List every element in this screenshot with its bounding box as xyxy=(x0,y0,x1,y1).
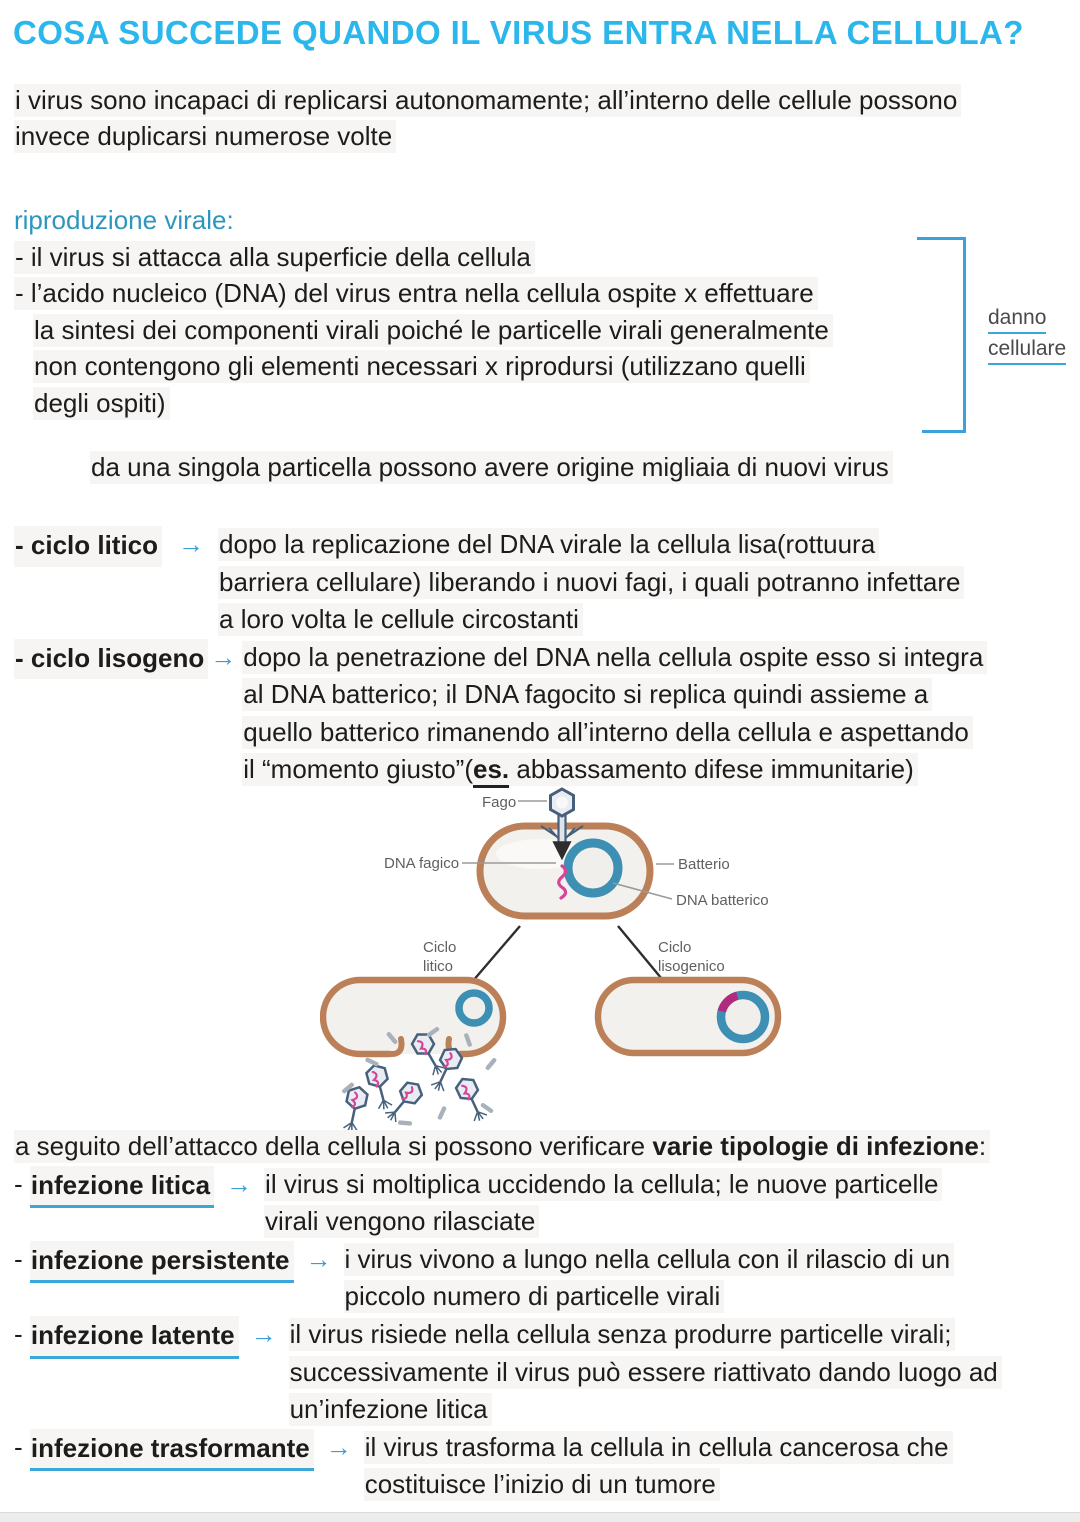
infection-litica-description xyxy=(264,1166,942,1241)
right-arrow-icon: → xyxy=(250,1318,277,1349)
cycle-lisogeno-line-1: dopo la penetrazione del DNA nella cellula ospite esso si integra xyxy=(242,641,987,674)
right-arrow-icon: → xyxy=(210,641,237,672)
right-arrow-icon: → xyxy=(178,529,205,559)
infection-latente-line-1: il virus risiede nella cellula senza produrre particelle virali; xyxy=(289,1318,956,1351)
infections-intro-pre: a seguito dell’attacco della cellula si possono verificare xyxy=(15,1131,653,1161)
infection-latente-line-3: un’infezione litica xyxy=(289,1393,492,1426)
infection-persistente-term: infezione persistente xyxy=(30,1241,294,1284)
label-ciclo-litico-1: Ciclo xyxy=(423,939,457,956)
label-ciclo-litico-2: litico xyxy=(423,958,454,975)
right-arrow-icon: → xyxy=(325,1431,352,1462)
label-dna-fagico: DNA fagico xyxy=(384,855,460,872)
cycle-litico-item xyxy=(14,526,987,639)
side-note-line-1: danno xyxy=(988,304,1046,334)
infections-section xyxy=(14,1128,1002,1504)
infection-litica-line-1: il virus si moltiplica uccidendo la cellula; le nuove particelle xyxy=(264,1168,942,1201)
footer-bar xyxy=(0,1512,1080,1522)
es-emphasis: es. xyxy=(473,754,509,788)
infections-intro xyxy=(14,1128,1002,1166)
infection-trasformante-term: infezione trasformante xyxy=(30,1429,314,1472)
right-arrow-icon: → xyxy=(226,1168,253,1199)
line-4-post: abbassamento difese immunitarie) xyxy=(509,754,914,784)
cycle-litico-term: - ciclo litico xyxy=(14,526,162,567)
infection-persistente-description xyxy=(344,1241,955,1316)
cycles-list xyxy=(14,526,987,789)
infection-trasformante-description xyxy=(364,1429,953,1504)
bullet-acido-line-3: non contengono gli elementi necessari x riprodursi (utilizzano quelli xyxy=(33,350,810,383)
infection-item-litica xyxy=(14,1166,1002,1241)
infection-litica-term: infezione litica xyxy=(30,1166,214,1209)
infection-item-persistente xyxy=(14,1241,1002,1316)
right-arrow-icon: → xyxy=(305,1243,332,1274)
section-heading: riproduzione virale: xyxy=(14,205,234,235)
infection-latente-description xyxy=(289,1316,1002,1429)
cycle-litico-line-2: barriera cellulare) liberando i nuovi fagi, i quali potranno infettare xyxy=(218,566,964,599)
cycle-litico-line-3: a loro volta le cellule circostanti xyxy=(218,603,583,636)
side-bracket xyxy=(917,237,966,433)
dash: - xyxy=(14,1243,30,1274)
cycle-litico-description xyxy=(218,526,964,639)
single-particle-note: da una singola particella possono avere origine migliaia di nuovi virus xyxy=(90,452,893,483)
bacteriophage-cycle-diagram xyxy=(320,780,820,1140)
cycle-litico-line-1: dopo la replicazione del DNA virale la cellula lisa(rottuura xyxy=(218,528,879,561)
dna-ring-lysed-cell xyxy=(459,993,489,1023)
cycle-lisogeno-term: - ciclo lisogeno xyxy=(14,639,208,680)
infection-litica-line-2: virali vengono rilasciate xyxy=(264,1205,539,1238)
infections-intro-colon: : xyxy=(978,1131,987,1161)
dash: - xyxy=(14,1318,30,1349)
side-note-danno-cellulare xyxy=(988,304,1066,366)
label-ciclo-lisogenico-2: lisogenico xyxy=(658,958,725,975)
bullet-acido-line-2: la sintesi dei componenti virali poiché le particelle virali generalmente xyxy=(33,314,833,347)
cycle-lisogeno-item xyxy=(14,639,987,789)
label-batterio: Batterio xyxy=(678,856,730,873)
bacterial-dna-ring xyxy=(568,843,618,893)
intro-line-1: i virus sono incapaci di replicarsi autonomamente; all’interno delle cellule possono xyxy=(14,84,961,117)
infections-intro-bold: varie tipologie di infezione xyxy=(652,1131,979,1161)
infection-latente-term: infezione latente xyxy=(30,1316,239,1359)
label-fago: Fago xyxy=(482,794,517,811)
infection-item-trasformante xyxy=(14,1429,1002,1504)
infection-trasformante-line-1: il virus trasforma la cellula in cellula cancerosa che xyxy=(364,1431,953,1464)
section-riproduzione xyxy=(14,202,833,421)
infection-persistente-line-2: piccolo numero di particelle virali xyxy=(344,1280,725,1313)
bullet-acido-line-1: - l’acido nucleico (DNA) del virus entra nella cellula ospite x effettuare xyxy=(14,277,818,310)
page-title: COSA SUCCEDE QUANDO IL VIRUS ENTRA NELLA CELLULA? xyxy=(13,14,1024,51)
infection-item-latente xyxy=(14,1316,1002,1429)
bullet-acido-line-4: degli ospiti) xyxy=(33,387,170,420)
cycle-lisogeno-line-2: al DNA batterico; il DNA fagocito si replica quindi assieme a xyxy=(242,678,932,711)
side-note-line-2: cellulare xyxy=(988,335,1066,365)
label-dna-batterico: DNA batterico xyxy=(676,892,769,909)
side-bracket-tick xyxy=(922,430,963,433)
dash: - xyxy=(14,1431,30,1462)
intro-paragraph xyxy=(14,82,961,154)
cycle-lisogeno-description xyxy=(242,639,987,789)
cycle-lisogeno-line-3: quello batterico rimanendo all’interno della cellula e aspettando xyxy=(242,716,973,749)
infection-persistente-line-1: i virus vivono a lungo nella cellula con il rilascio di un xyxy=(344,1243,955,1276)
dash: - xyxy=(14,1168,30,1199)
label-ciclo-lisogenico-1: Ciclo xyxy=(658,939,692,956)
intro-line-2: invece duplicarsi numerose volte xyxy=(14,120,396,153)
bullet-attacco: - il virus si attacca alla superficie della cellula xyxy=(14,241,535,274)
infection-latente-line-2: successivamente il virus può essere riattivato dando luogo ad xyxy=(289,1356,1002,1389)
line-4-pre: il “momento giusto”( xyxy=(243,754,473,784)
infection-trasformante-line-2: costituisce l’inizio di un tumore xyxy=(364,1468,720,1501)
